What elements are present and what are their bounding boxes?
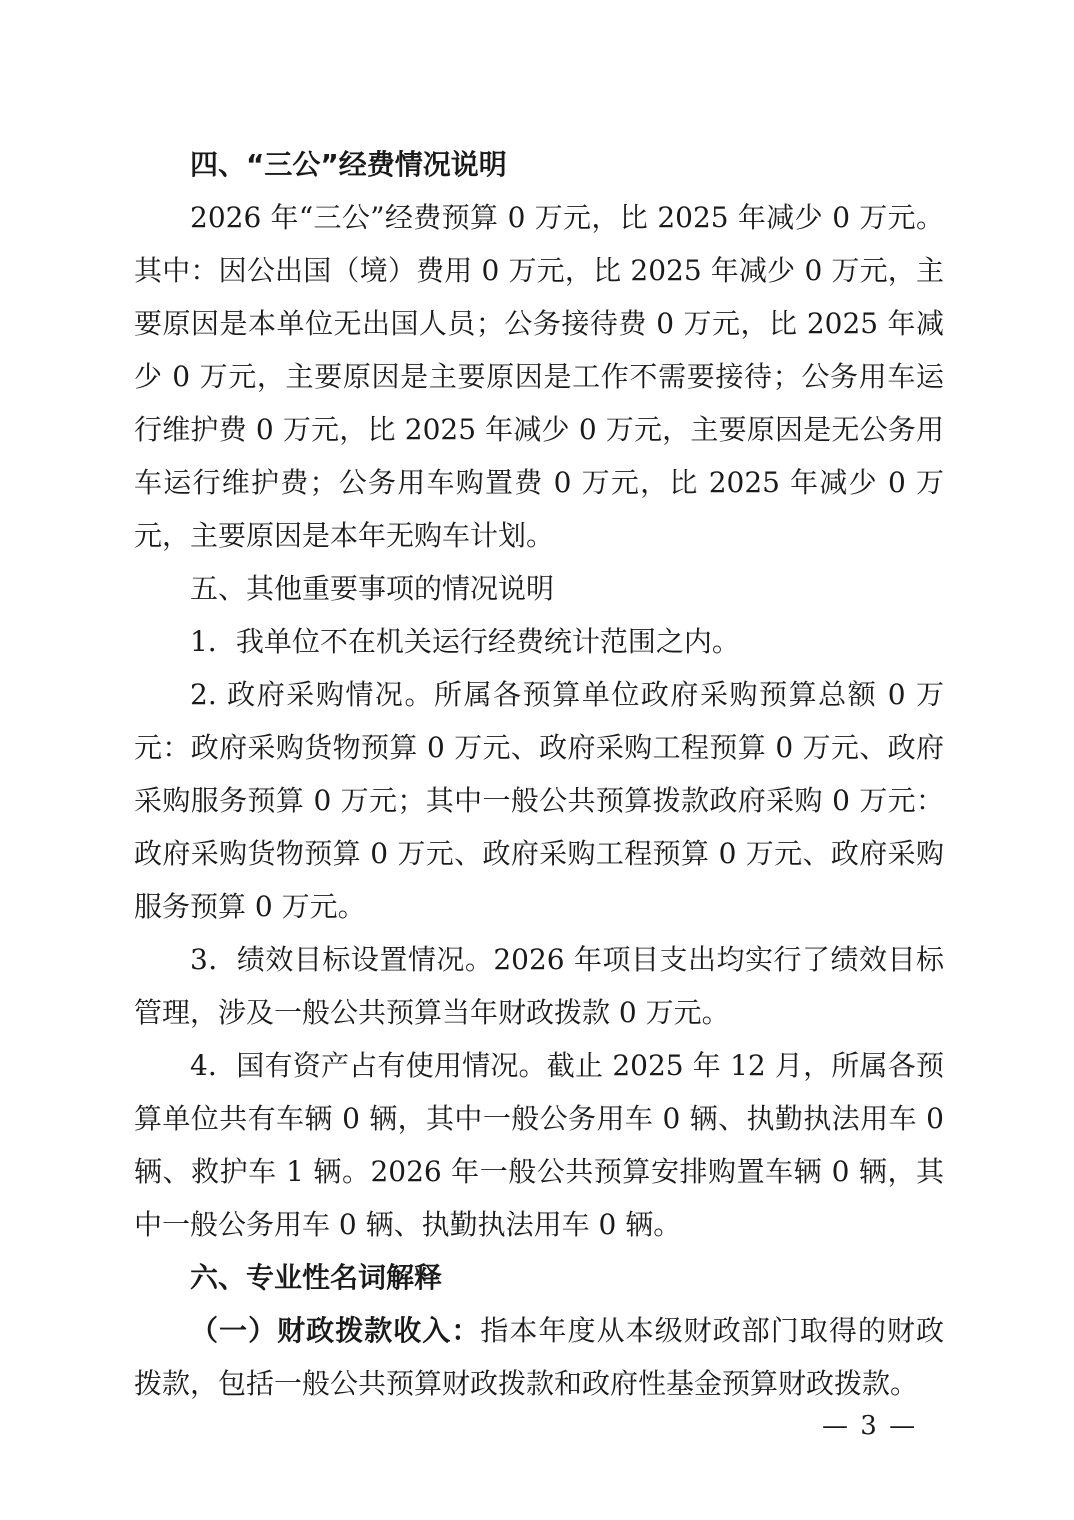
section-5-heading: 五、其他重要事项的情况说明 xyxy=(190,572,555,605)
section-4-body: 2026 年“三公”经费预算 0 万元，比 2025 年减少 0 万元。其中：因公出国（境）费用 0 万元，比 2025 年减少 0 万元，主要原因是本单位无出国人员；公务接待费 0 万元，比 2025 年减少 0 万元，主要原因是主要原因是工作不需要接待；公务用车运行维护费 0 万元，比 2025 年减少 0 万元，主要原因是无公务用车运行维护费；公务用车购置费 0 万元，比 2025 年减少 0 万元，主要原因是本年无购车计划。 xyxy=(134,201,944,552)
page-number: — 3 — xyxy=(822,1411,918,1441)
section-5-item-1: 1．我单位不在机关运行经费统计范围之内。 xyxy=(190,625,740,658)
document-page xyxy=(134,138,944,1410)
section-4-heading: 四、“三公”经费情况说明 xyxy=(190,148,507,181)
term-1-label: （一）财政拨款收入： xyxy=(190,1314,481,1347)
section-6-heading: 六、专业性名词解释 xyxy=(190,1261,443,1294)
term-1-text: 指本年度从本级财政部门取得的财政拨款，包括一般公共预算财政拨款和政府性基金预算财政拨款。 xyxy=(134,1314,944,1400)
section-6-term-1 xyxy=(134,1304,944,1410)
section-5-item-3: 3．绩效目标设置情况。2026 年项目支出均实行了绩效目标管理，涉及一般公共预算当年财政拨款 0 万元。 xyxy=(134,943,944,1029)
section-5-item-2: 2. 政府采购情况。所属各预算单位政府采购预算总额 0 万元：政府采购货物预算 0 万元、政府采购工程预算 0 万元、政府采购服务预算 0 万元；其中一般公共预算拨款政府采购 0 万元：政府采购货物预算 0 万元、政府采购工程预算 0 万元、政府采购服务预算 0 万元。 xyxy=(134,678,944,923)
section-5-item-4: 4．国有资产占有使用情况。截止 2025 年 12 月，所属各预算单位共有车辆 0 辆，其中一般公务用车 0 辆、执勤执法用车 0 辆、救护车 1 辆。2026 年一般公共预算安排购置车辆 0 辆，其中一般公务用车 0 辆、执勤执法用车 0 辆。 xyxy=(134,1049,944,1241)
